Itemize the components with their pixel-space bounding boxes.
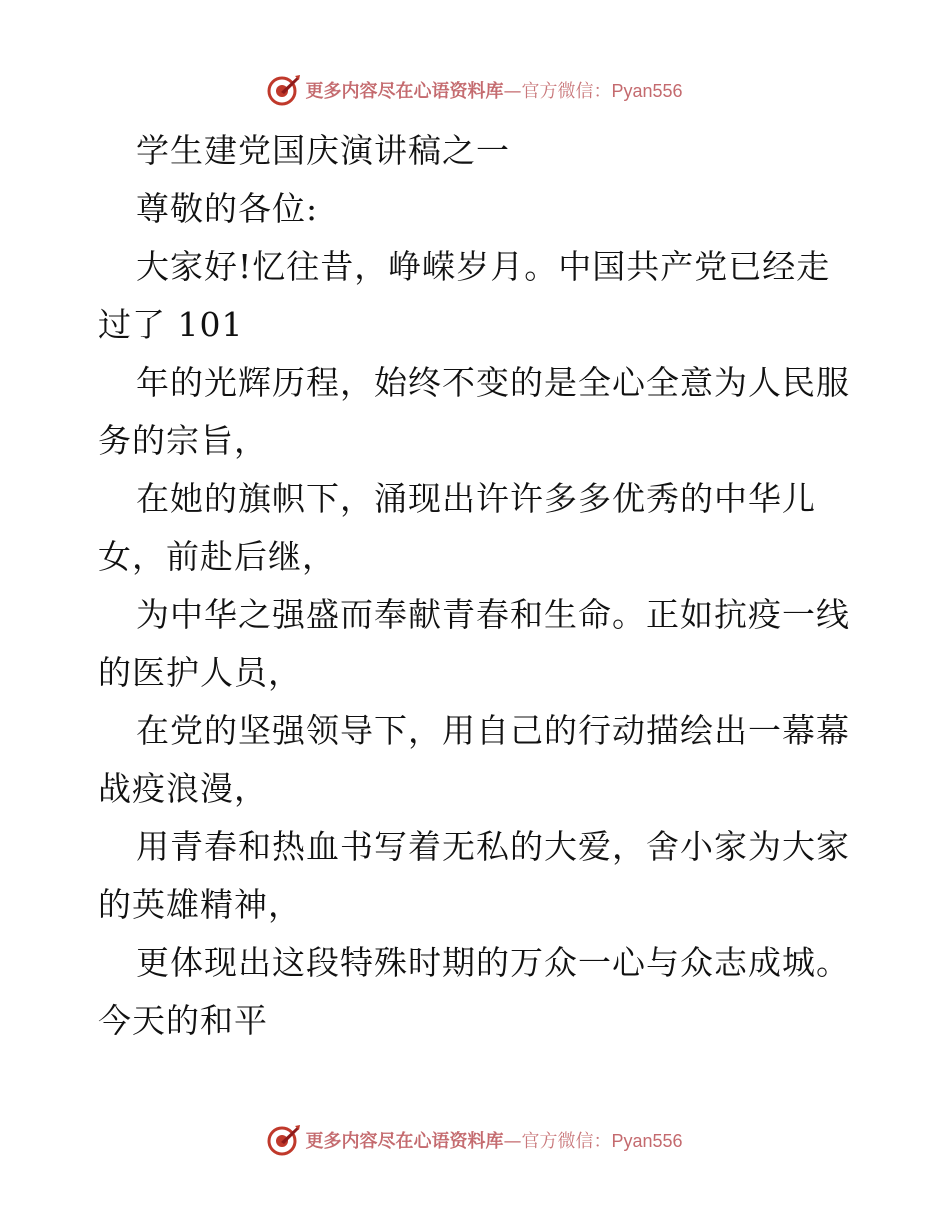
paragraph-line: 大家好!忆往昔，峥嵘岁月。中国共产党已经走 xyxy=(136,247,831,286)
watermark-dash: — xyxy=(503,81,522,102)
paragraph-line: 更体现出这段特殊时期的万众一心与众志成城。 xyxy=(136,943,850,982)
paragraph-line: 的英雄精神， xyxy=(98,885,302,924)
paragraph-line: 过了 101 xyxy=(98,305,244,344)
paragraph-line: 在党的坚强领导下，用自己的行动描绘出一幕幕 xyxy=(136,711,850,750)
footer-watermark xyxy=(0,1120,950,1160)
paragraph-line: 务的宗旨， xyxy=(98,421,268,460)
paragraph-line: 的医护人员， xyxy=(98,653,302,692)
paragraph-line: 在她的旗帜下，涌现出许许多多优秀的中华儿 xyxy=(136,479,816,518)
watermark-wechat-id: Pyan556 xyxy=(611,81,683,101)
paragraph-line: 年的光辉历程，始终不变的是全心全意为人民服 xyxy=(136,363,850,402)
header-watermark xyxy=(0,70,950,110)
paragraph-line: 为中华之强盛而奉献青春和生命。正如抗疫一线 xyxy=(136,595,850,634)
pen-logo-icon xyxy=(267,1123,301,1157)
watermark-wechat-id: Pyan556 xyxy=(611,1131,683,1151)
paragraph-line: 今天的和平 xyxy=(98,1001,268,1040)
document-body xyxy=(98,122,858,1050)
salutation: 尊敬的各位: xyxy=(136,189,319,228)
watermark-site-name: 更多内容尽在心语资料库 xyxy=(305,81,504,102)
paragraph-line: 女，前赴后继， xyxy=(98,537,336,576)
paragraph-line: 用青春和热血书写着无私的大爱，舍小家为大家 xyxy=(136,827,850,866)
document-title: 学生建党国庆演讲稿之一 xyxy=(136,131,510,170)
paragraph-line: 战疫浪漫， xyxy=(98,769,268,808)
watermark-dash: — xyxy=(503,1131,522,1152)
watermark-site-name: 更多内容尽在心语资料库 xyxy=(305,1131,504,1152)
watermark-wechat-label: 官方微信： xyxy=(521,1131,612,1152)
watermark-text xyxy=(305,77,682,103)
watermark-text xyxy=(305,1127,682,1153)
watermark-wechat-label: 官方微信： xyxy=(521,81,612,102)
pen-logo-icon xyxy=(267,73,301,107)
